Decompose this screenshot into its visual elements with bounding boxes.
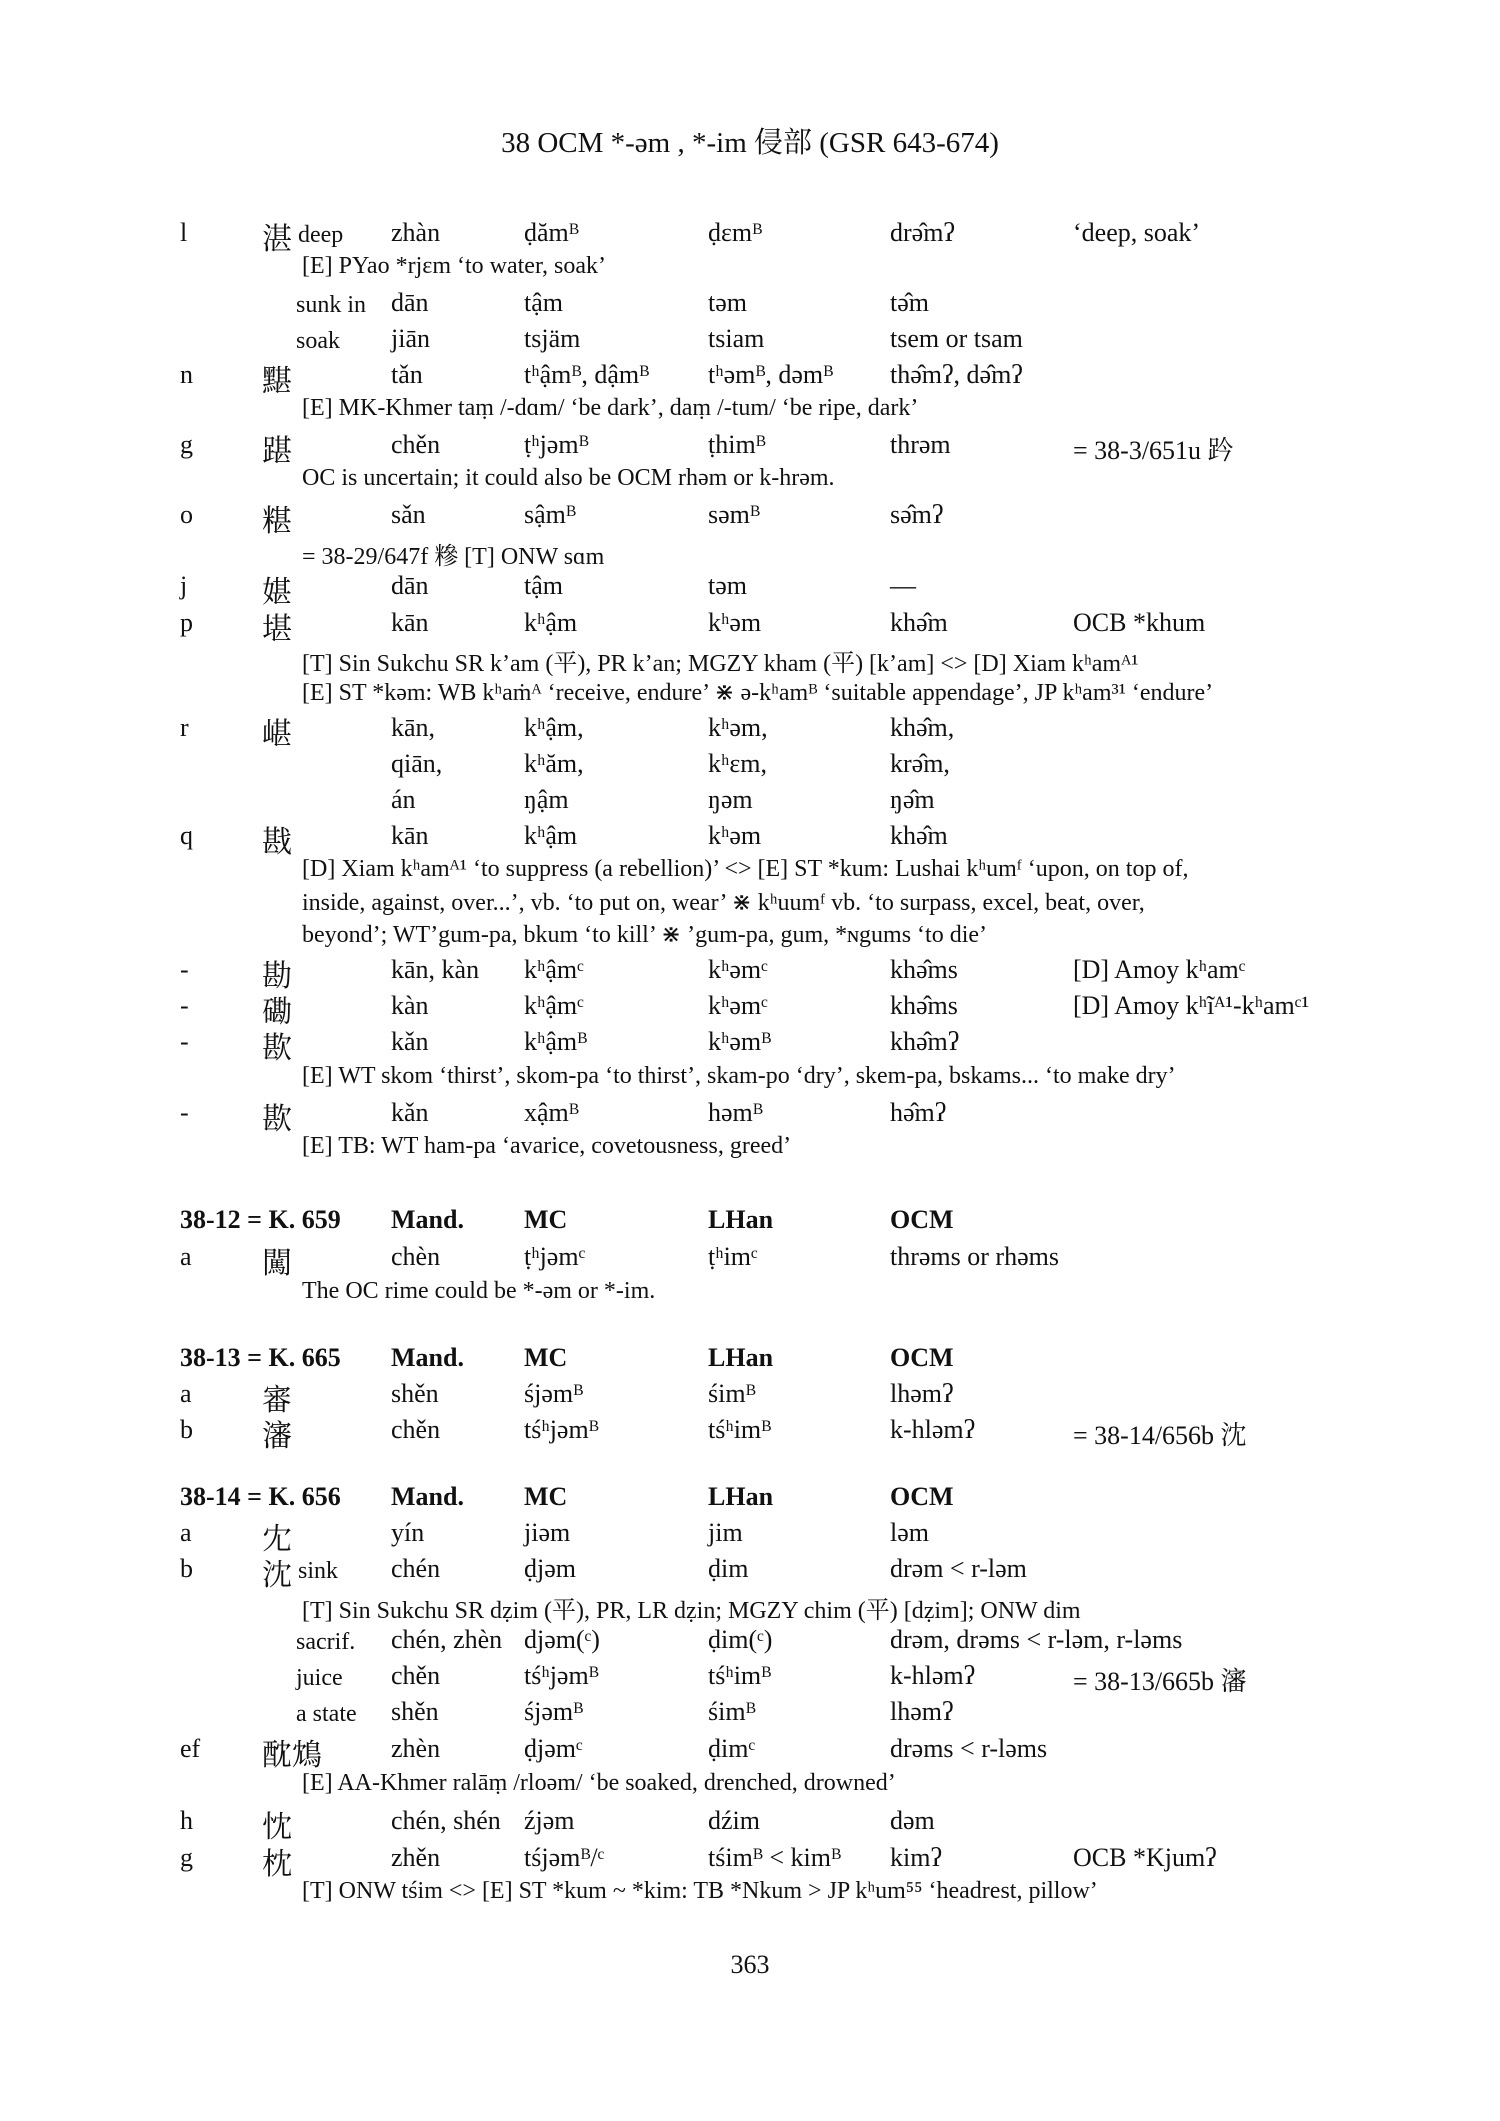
mandarin-reading: dān bbox=[391, 288, 429, 317]
old-chinese-reading: khə̂m bbox=[890, 608, 948, 637]
middle-chinese-reading: ŋậm bbox=[524, 785, 569, 814]
later-han-reading: tśʰimᴮ bbox=[708, 1415, 772, 1444]
old-chinese-reading: khə̂ms bbox=[890, 991, 958, 1020]
old-chinese-reading: tə̂m bbox=[890, 288, 929, 317]
entry-subgloss: juice bbox=[296, 1665, 343, 1691]
old-chinese-reading: drə̂mʔ bbox=[890, 218, 955, 247]
mandarin-reading: Mand. bbox=[391, 1343, 464, 1372]
entry-note: [E] WT skom ‘thirst’, skom-pa ‘to thirst’, skam-po ‘dry’, skem-pa, bskams... ‘to make dry’ bbox=[302, 1063, 1176, 1089]
entry-extra: = 38-14/656b 沈 bbox=[1073, 1421, 1247, 1450]
entry-character: 堪 bbox=[262, 613, 292, 646]
later-han-reading: ṭʰimᶜ bbox=[708, 1242, 758, 1271]
middle-chinese-reading: tʰậmᴮ, dậmᴮ bbox=[524, 360, 650, 389]
later-han-reading: təm bbox=[708, 571, 747, 600]
middle-chinese-reading: kʰậmᶜ bbox=[524, 955, 584, 984]
mandarin-reading: chěn bbox=[391, 430, 441, 459]
page-header: 38 OCM *-əm , *-im 侵部 (GSR 643-674) bbox=[501, 127, 999, 159]
mandarin-reading: shěn bbox=[391, 1379, 439, 1408]
entry-key: p bbox=[180, 608, 193, 637]
mandarin-reading: chěn bbox=[391, 1661, 441, 1690]
entry-character: 嵁 bbox=[262, 718, 292, 751]
entry-key: r bbox=[180, 713, 189, 742]
later-han-reading: həmᴮ bbox=[708, 1098, 763, 1127]
later-han-reading: tśʰimᴮ bbox=[708, 1661, 772, 1690]
entry-key: - bbox=[180, 1098, 189, 1127]
old-chinese-reading: dəm bbox=[890, 1806, 935, 1835]
later-han-reading: səmᴮ bbox=[708, 500, 760, 529]
later-han-reading: kʰəm bbox=[708, 821, 762, 850]
entry-key: 38-12 = K. 659 bbox=[180, 1205, 341, 1234]
middle-chinese-reading: MC bbox=[524, 1482, 568, 1511]
entry-key: a bbox=[180, 1379, 192, 1408]
old-chinese-reading: thrəm bbox=[890, 430, 951, 459]
old-chinese-reading: ŋə̂m bbox=[890, 785, 935, 814]
mandarin-reading: chěn bbox=[391, 1415, 441, 1444]
mandarin-reading: chén, shén bbox=[391, 1806, 501, 1835]
entry-gloss: deep bbox=[298, 222, 344, 248]
page-number: 363 bbox=[730, 1950, 770, 1979]
entry-character: 枕 bbox=[262, 1848, 292, 1881]
entry-note: beyond’; WT’gum-pa, bkum ‘to kill’ ⋇ ’gum-pa, gum, *ɴgums ‘to die’ bbox=[302, 922, 988, 948]
later-han-reading: tʰəmᴮ, dəmᴮ bbox=[708, 360, 834, 389]
entry-character: 糂 bbox=[262, 505, 292, 538]
mandarin-reading: kǎn bbox=[391, 1098, 429, 1127]
entry-key: j bbox=[180, 571, 188, 600]
mandarin-reading: zhèn bbox=[391, 1734, 441, 1763]
entry-character: 戡 bbox=[262, 826, 292, 859]
entry-extra: OCB *khum bbox=[1073, 608, 1206, 637]
entry-note: [E] MK-Khmer taṃ /-dɑm/ ‘be dark’, daṃ /-tum/ ‘be ripe, dark’ bbox=[302, 395, 919, 421]
old-chinese-reading: OCM bbox=[890, 1343, 954, 1372]
mandarin-reading: án bbox=[391, 785, 416, 814]
later-han-reading: dźim bbox=[708, 1806, 760, 1835]
old-chinese-reading: drəm, drəms < r-ləm, r-ləms bbox=[890, 1625, 1183, 1654]
middle-chinese-reading: kʰậmᴮ bbox=[524, 1027, 588, 1056]
later-han-reading: jim bbox=[708, 1518, 743, 1547]
entry-character: 酖鴆 bbox=[262, 1739, 322, 1772]
mandarin-reading: kān, kàn bbox=[391, 955, 480, 984]
middle-chinese-reading: kʰậmᶜ bbox=[524, 991, 584, 1020]
old-chinese-reading: kimʔ bbox=[890, 1843, 942, 1872]
mandarin-reading: kàn bbox=[391, 991, 429, 1020]
old-chinese-reading: drəms < r-ləms bbox=[890, 1734, 1048, 1763]
middle-chinese-reading: tśʰjəmᴮ bbox=[524, 1661, 599, 1690]
entry-character: 勘 bbox=[262, 960, 292, 993]
middle-chinese-reading: ḍjəm bbox=[524, 1554, 576, 1583]
middle-chinese-reading: źjəm bbox=[524, 1806, 575, 1835]
mandarin-reading: kǎn bbox=[391, 1027, 429, 1056]
later-han-reading: LHan bbox=[708, 1205, 774, 1234]
later-han-reading: ḍim(ᶜ) bbox=[708, 1625, 773, 1654]
middle-chinese-reading: tậm bbox=[524, 571, 563, 600]
entry-note: inside, against, over...’, vb. ‘to put on, wear’ ⋇ kʰuumᶠ vb. ‘to surpass, excel, beat, over, bbox=[302, 890, 1145, 916]
entry-character: 歁 bbox=[262, 1103, 292, 1136]
entry-character: 歁 bbox=[262, 1032, 292, 1065]
later-han-reading: kʰɛm, bbox=[708, 749, 767, 778]
entry-key: 38-14 = K. 656 bbox=[180, 1482, 341, 1511]
old-chinese-reading: khə̂m bbox=[890, 821, 948, 850]
middle-chinese-reading: MC bbox=[524, 1343, 568, 1372]
middle-chinese-reading: ṭʰjəmᶜ bbox=[524, 1242, 586, 1271]
old-chinese-reading: drəm < r-ləm bbox=[890, 1554, 1027, 1583]
old-chinese-reading: krə̂m, bbox=[890, 749, 950, 778]
middle-chinese-reading: kʰậm, bbox=[524, 713, 584, 742]
mandarin-reading: kān, bbox=[391, 713, 436, 742]
entry-subgloss: soak bbox=[296, 328, 340, 354]
mandarin-reading: sǎn bbox=[391, 500, 426, 529]
later-han-reading: kʰəm bbox=[708, 608, 762, 637]
later-han-reading: ḍɛmᴮ bbox=[708, 218, 763, 247]
old-chinese-reading: k-hləmʔ bbox=[890, 1661, 976, 1690]
entry-extra: = 38-13/665b 瀋 bbox=[1073, 1667, 1247, 1696]
entry-key: g bbox=[180, 1843, 193, 1872]
entry-note: [T] ONW tśim <> [E] ST *kum ~ *kim: TB *Nkum > JP kʰum⁵⁵ ‘headrest, pillow’ bbox=[302, 1878, 1098, 1904]
later-han-reading: śimᴮ bbox=[708, 1697, 756, 1726]
entry-note: The OC rime could be *-əm or *-im. bbox=[302, 1278, 656, 1304]
entry-key: q bbox=[180, 821, 193, 850]
entry-character: 黮 bbox=[262, 365, 292, 398]
old-chinese-reading: thə̂mʔ, də̂mʔ bbox=[890, 360, 1023, 389]
later-han-reading: kʰəmᴮ bbox=[708, 1027, 772, 1056]
entry-subgloss: sunk in bbox=[296, 292, 367, 318]
entry-character: 沈 bbox=[262, 1559, 292, 1592]
middle-chinese-reading: śjəmᴮ bbox=[524, 1697, 584, 1726]
entry-note: [E] ST *kəm: WB kʰaṁᴬ ‘receive, endure’ ⋇ ə-kʰamᴮ ‘suitable appendage’, JP kʰam³¹ ‘endure’ bbox=[302, 680, 1214, 706]
middle-chinese-reading: tśʰjəmᴮ bbox=[524, 1415, 599, 1444]
entry-key: n bbox=[180, 360, 193, 389]
entry-character: 媅 bbox=[262, 576, 292, 609]
entry-extra: = 38-3/651u 趻 bbox=[1073, 436, 1234, 465]
mandarin-reading: qiān, bbox=[391, 749, 443, 778]
entry-character: 冘 bbox=[262, 1523, 292, 1556]
entry-key: ef bbox=[180, 1734, 201, 1763]
later-han-reading: kʰəmᶜ bbox=[708, 991, 768, 1020]
entry-key: - bbox=[180, 991, 189, 1020]
middle-chinese-reading: tsjäm bbox=[524, 324, 581, 353]
old-chinese-reading: lhəmʔ bbox=[890, 1697, 954, 1726]
entry-key: 38-13 = K. 665 bbox=[180, 1343, 341, 1372]
entry-extra: [D] Amoy kʰĩᴬ¹-kʰamᶜ¹ bbox=[1073, 991, 1310, 1020]
old-chinese-reading: thrəms or rhəms bbox=[890, 1242, 1059, 1271]
entry-gloss: sink bbox=[298, 1558, 339, 1584]
entry-extra: [D] Amoy kʰamᶜ bbox=[1073, 955, 1246, 984]
middle-chinese-reading: śjəmᴮ bbox=[524, 1379, 584, 1408]
mandarin-reading: yín bbox=[391, 1518, 425, 1547]
old-chinese-reading: hə̂mʔ bbox=[890, 1098, 947, 1127]
mandarin-reading: tǎn bbox=[391, 360, 423, 389]
entry-character: 闖 bbox=[262, 1247, 292, 1280]
mandarin-reading: shěn bbox=[391, 1697, 439, 1726]
entry-extra: ‘deep, soak’ bbox=[1073, 218, 1201, 247]
entry-key: - bbox=[180, 1027, 189, 1056]
entry-note: [E] AA-Khmer ralāṃ /rloəm/ ‘be soaked, drenched, drowned’ bbox=[302, 1770, 896, 1796]
old-chinese-reading: khə̂ms bbox=[890, 955, 958, 984]
later-han-reading: śimᴮ bbox=[708, 1379, 756, 1408]
entry-key: b bbox=[180, 1554, 193, 1583]
entry-key: a bbox=[180, 1518, 192, 1547]
middle-chinese-reading: tśjəmᴮ/ᶜ bbox=[524, 1843, 605, 1872]
entry-character: 湛 bbox=[262, 223, 292, 256]
entry-character: 瀋 bbox=[262, 1420, 292, 1453]
old-chinese-reading: lhəmʔ bbox=[890, 1379, 954, 1408]
later-han-reading: ḍim bbox=[708, 1554, 749, 1583]
old-chinese-reading: tsem or tsam bbox=[890, 324, 1023, 353]
old-chinese-reading: OCM bbox=[890, 1205, 954, 1234]
later-han-reading: ŋəm bbox=[708, 785, 753, 814]
entry-subgloss: a state bbox=[296, 1701, 357, 1727]
later-han-reading: kʰəm, bbox=[708, 713, 768, 742]
entry-note: OC is uncertain; it could also be OCM rhəm or k-hrəm. bbox=[302, 465, 835, 491]
mandarin-reading: Mand. bbox=[391, 1205, 464, 1234]
entry-note: [E] PYao *rjɛm ‘to water, soak’ bbox=[302, 253, 606, 279]
old-chinese-reading: k-hləmʔ bbox=[890, 1415, 976, 1444]
entry-note: [E] TB: WT ham-pa ‘avarice, covetousness, greed’ bbox=[302, 1133, 792, 1159]
mandarin-reading: chén bbox=[391, 1554, 441, 1583]
old-chinese-reading: ləm bbox=[890, 1518, 929, 1547]
middle-chinese-reading: kʰậm bbox=[524, 608, 578, 637]
middle-chinese-reading: MC bbox=[524, 1205, 568, 1234]
entry-key: o bbox=[180, 500, 193, 529]
entry-key: b bbox=[180, 1415, 193, 1444]
entry-subgloss: sacrif. bbox=[296, 1629, 356, 1655]
old-chinese-reading: OCM bbox=[890, 1482, 954, 1511]
old-chinese-reading: sə̂mʔ bbox=[890, 500, 944, 529]
middle-chinese-reading: tậm bbox=[524, 288, 563, 317]
mandarin-reading: kān bbox=[391, 821, 429, 850]
entry-character: 磡 bbox=[262, 996, 292, 1029]
entry-note: [T] Sin Sukchu SR dẓim (平), PR, LR dẓin; MGZY chim (平) [dẓim]; ONW dim bbox=[302, 1598, 1081, 1624]
middle-chinese-reading: xậmᴮ bbox=[524, 1098, 579, 1127]
middle-chinese-reading: ḍjəmᶜ bbox=[524, 1734, 583, 1763]
later-han-reading: ḍimᶜ bbox=[708, 1734, 756, 1763]
entry-key: g bbox=[180, 430, 193, 459]
middle-chinese-reading: jiəm bbox=[524, 1518, 571, 1547]
later-han-reading: tsiam bbox=[708, 324, 765, 353]
mandarin-reading: kān bbox=[391, 608, 429, 637]
later-han-reading: LHan bbox=[708, 1343, 774, 1372]
entry-key: a bbox=[180, 1242, 192, 1271]
entry-note: = 38-29/647f 糝 [T] ONW sɑm bbox=[302, 544, 605, 570]
mandarin-reading: zhàn bbox=[391, 218, 441, 247]
later-han-reading: təm bbox=[708, 288, 747, 317]
mandarin-reading: chèn bbox=[391, 1242, 441, 1271]
entry-character: 踸 bbox=[262, 435, 292, 468]
entry-character: 審 bbox=[262, 1384, 292, 1417]
mandarin-reading: zhěn bbox=[391, 1843, 441, 1872]
later-han-reading: ṭhimᴮ bbox=[708, 430, 766, 459]
middle-chinese-reading: ḍămᴮ bbox=[524, 218, 579, 247]
entry-key: h bbox=[180, 1806, 193, 1835]
middle-chinese-reading: djəm(ᶜ) bbox=[524, 1625, 600, 1654]
middle-chinese-reading: kʰăm, bbox=[524, 749, 584, 778]
mandarin-reading: chén, zhèn bbox=[391, 1625, 503, 1654]
mandarin-reading: dān bbox=[391, 571, 429, 600]
old-chinese-reading: khə̂m, bbox=[890, 713, 955, 742]
old-chinese-reading: khə̂mʔ bbox=[890, 1027, 960, 1056]
later-han-reading: kʰəmᶜ bbox=[708, 955, 768, 984]
entry-key: - bbox=[180, 955, 189, 984]
entry-key: l bbox=[180, 218, 188, 247]
mandarin-reading: Mand. bbox=[391, 1482, 464, 1511]
middle-chinese-reading: sậmᴮ bbox=[524, 500, 576, 529]
entry-note: [D] Xiam kʰamᴬ¹ ‘to suppress (a rebellion)’ <> [E] ST *kum: Lushai kʰumᶠ ‘upon, on top of, bbox=[302, 856, 1189, 882]
old-chinese-reading: — bbox=[890, 571, 916, 600]
later-han-reading: LHan bbox=[708, 1482, 774, 1511]
entry-extra: OCB *Kjumʔ bbox=[1073, 1843, 1217, 1872]
middle-chinese-reading: ṭʰjəmᴮ bbox=[524, 430, 589, 459]
entry-note: [T] Sin Sukchu SR k’am (平), PR k’an; MGZY kham (平) [k’am] <> [D] Xiam kʰamᴬ¹ bbox=[302, 651, 1139, 677]
mandarin-reading: jiān bbox=[391, 324, 430, 353]
middle-chinese-reading: kʰậm bbox=[524, 821, 578, 850]
entry-character: 忱 bbox=[262, 1811, 292, 1844]
later-han-reading: tśimᴮ < kimᴮ bbox=[708, 1843, 842, 1872]
